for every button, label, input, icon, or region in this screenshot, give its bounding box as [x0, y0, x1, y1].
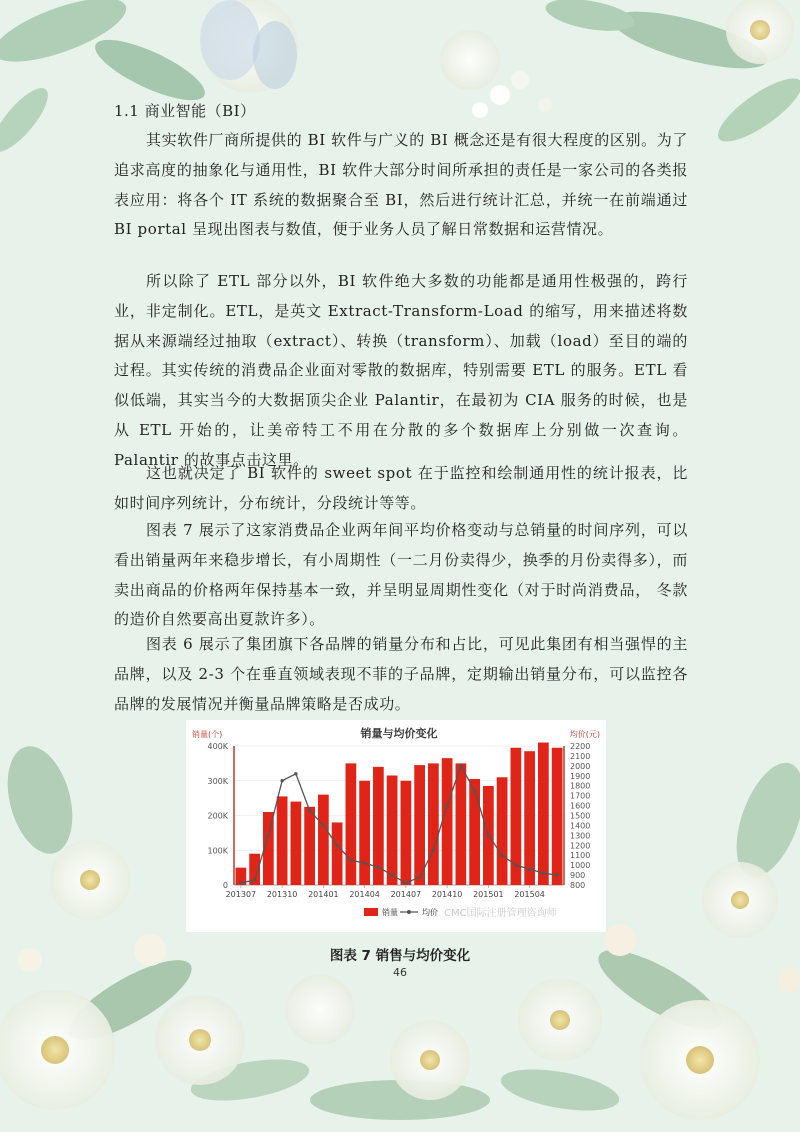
price-point: [487, 834, 490, 837]
price-line: [241, 766, 557, 883]
paragraph-1: 其实软件厂商所提供的 BI 软件与广义的 BI 概念还是有很大程度的区别。为了追求高度的抽象化与通用性，BI 软件大部分时间所承担的责任是一家公司的各类报表应用：将各个 IT 系统的数据聚合至 BI，然后进行统计汇总，并统一在前端通过 BI portal 呈现出图表与数值，便于业务人员了解日常数据和运营情况。: [114, 131, 688, 239]
y2-axis-title: 均价(元): [569, 730, 600, 739]
bar: [277, 796, 288, 885]
chart-canvas: [186, 720, 606, 932]
price-point: [500, 854, 503, 857]
price-point: [390, 873, 393, 876]
price-point: [555, 873, 558, 876]
price-point: [239, 881, 242, 884]
y-tick-label: 300K: [207, 776, 228, 786]
price-point: [418, 875, 421, 878]
x-tick-label: 201501: [473, 890, 504, 899]
chart-title: 销量与均价变化: [360, 727, 438, 740]
y2-tick-label: 2100: [570, 751, 591, 761]
y2-tick-label: 1200: [570, 841, 591, 851]
y-tick-label: 0: [222, 881, 228, 890]
bar: [524, 751, 535, 885]
y2-tick-label: 2000: [570, 761, 591, 771]
y2-tick-label: 1500: [570, 811, 591, 821]
bar: [428, 763, 439, 885]
y2-tick-label: 1400: [570, 821, 591, 831]
section-heading: 1.1 商业智能（BI）: [114, 102, 256, 120]
bar: [456, 763, 467, 885]
bar: [469, 779, 480, 885]
x-tick-label: 201401: [308, 890, 339, 899]
y2-tick-label: 900: [570, 871, 586, 881]
paragraph-3: 这也就决定了 BI 软件的 sweet spot 在于监控和绘制通用性的统计报表，比如时间序列统计，分布统计，分段统计等等。: [114, 464, 688, 512]
bar: [414, 765, 425, 885]
price-point: [363, 861, 366, 864]
bar: [318, 795, 329, 885]
paragraph-2: 所以除了 ETL 部分以外，BI 软件绝大多数的功能都是通用性极强的，跨行业，非定制化。ETL，是英文 Extract-Transform-Load 的缩写，用来描述将数据从来源端经过抽取（extract）、转换（transform）、加载（load）至目的端的过程。其实传统的消费品企业面对零散的数据库，特别需要 ETL 的服务。ETL 看似低端，其实当今的大数据顶尖企业 Palantir，在最初为 CIA 服务的时候，也是从 ETL 开始的，让美帝特工不用在分散的多个数据库上分别做一次查询。Palantir 的故事点击这里。: [114, 272, 688, 469]
price-point: [459, 764, 462, 767]
x-tick-label: 201404: [349, 890, 380, 899]
y2-tick-label: 1900: [570, 771, 591, 781]
price-point: [308, 809, 311, 812]
price-point: [404, 881, 407, 884]
price-point: [432, 849, 435, 852]
x-tick-label: 201407: [390, 890, 422, 899]
price-point: [267, 834, 270, 837]
bar: [538, 743, 549, 885]
watermark-text: CMC国际注册管理咨询师: [444, 908, 557, 919]
legend-label-price: 均价: [422, 908, 438, 917]
y-tick-label: 200K: [207, 811, 228, 821]
bar: [401, 781, 412, 885]
price-point: [514, 863, 517, 866]
price-point: [280, 779, 283, 782]
price-point: [253, 878, 256, 881]
y2-tick-label: 1600: [570, 801, 591, 811]
bar: [304, 807, 315, 885]
bar: [291, 802, 302, 885]
price-point: [542, 871, 545, 874]
sales-price-chart: [186, 720, 606, 932]
y2-tick-label: 1300: [570, 831, 591, 841]
price-point: [445, 804, 448, 807]
bar: [346, 763, 357, 885]
x-tick-label: 201310: [266, 890, 298, 899]
y-tick-label: 400K: [207, 742, 228, 751]
price-point: [349, 858, 352, 861]
legend-marker-price: [407, 910, 411, 914]
price-point: [335, 844, 338, 847]
y2-tick-label: 1800: [570, 781, 591, 791]
price-point: [377, 865, 380, 868]
y2-tick-label: 2200: [570, 742, 591, 751]
bar: [442, 758, 453, 885]
y2-tick-label: 800: [570, 881, 586, 890]
x-tick-label: 201410: [431, 890, 463, 899]
page-number: 46: [393, 966, 407, 979]
bar: [359, 781, 370, 885]
bar: [332, 822, 343, 885]
price-point: [322, 824, 325, 827]
price-point: [294, 772, 297, 775]
y-axis-title: 销量(个): [192, 730, 223, 739]
y-tick-label: 100K: [207, 846, 228, 856]
legend-swatch-sales: [364, 908, 378, 916]
bar: [552, 748, 563, 885]
y2-tick-label: 1700: [570, 791, 591, 801]
y2-tick-label: 1100: [570, 851, 591, 861]
bar: [497, 777, 508, 885]
paragraph-4: 图表 7 展示了这家消费品企业两年间平均价格变动与总销量的时间序列，可以看出销量两年来稳步增长，有小周期性（一二月份卖得少，换季的月份卖得多），而卖出商品的价格两年保持基本一致，并呈明显周期性变化（对于时尚消费品， 冬款的造价自然要高出夏款许多）。: [114, 521, 688, 629]
y2-tick-label: 1000: [570, 861, 591, 871]
price-point: [473, 789, 476, 792]
bar: [387, 776, 398, 885]
x-tick-label: 201307: [225, 890, 257, 899]
x-tick-label: 201504: [514, 890, 545, 899]
paragraph-5: 图表 6 展示了集团旗下各品牌的销量分布和占比，可见此集团有相当强悍的主品牌，以及 2-3 个在垂直领域表现不菲的子品牌，定期输出销量分布，可以监控各品牌的发展情况并衡量品牌策略是否成功。: [114, 635, 688, 713]
legend-label-sales: 销量: [382, 908, 398, 917]
price-point: [528, 867, 531, 870]
figure-caption: 图表 7 销售与均价变化: [329, 948, 471, 964]
